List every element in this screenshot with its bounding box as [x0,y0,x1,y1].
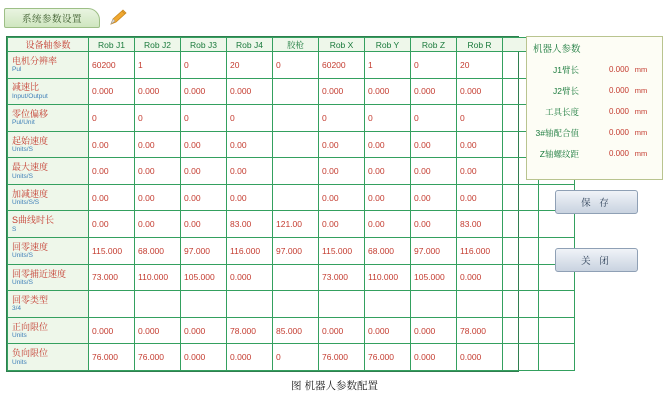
table-cell[interactable]: 105.000 [181,264,227,291]
table-cell[interactable]: 0.00 [411,184,457,211]
table-cell[interactable]: 0 [181,105,227,132]
robot-parameter-row [527,80,662,101]
table-cell[interactable] [503,211,539,238]
table-cell[interactable]: 0.00 [89,184,135,211]
table-cell[interactable]: 0 [411,52,457,79]
robot-parameter-label: J1臂长 [553,64,579,75]
save-button[interactable] [555,190,638,214]
table-cell[interactable]: 0 [181,52,227,79]
table-cell[interactable]: 97.000 [411,238,457,265]
row-header-unit: Units/S/S [12,199,40,207]
table-cell[interactable]: 0 [273,344,319,371]
row-header [8,131,89,158]
table-cell[interactable]: 0.00 [457,184,503,211]
column-header-3: Rob J3 [181,38,227,52]
row-header-label: 最大速度 [12,162,49,173]
table-cell[interactable]: 0.00 [181,184,227,211]
table-row [8,131,575,158]
table-cell[interactable]: 110.000 [365,264,411,291]
table-cell[interactable]: 0 [89,105,135,132]
row-header-label: 回零类型 [12,295,49,306]
table-cell[interactable]: 0.00 [319,184,365,211]
table-cell[interactable]: 0.000 [181,344,227,371]
table-cell[interactable]: 110.000 [135,264,181,291]
row-header [8,78,89,105]
row-header-unit: Units/S [12,252,33,260]
row-header [8,52,89,79]
table-cell[interactable]: 1 [135,52,181,79]
column-header-0: 设备轴参数 [8,38,89,52]
column-header-9: Rob R [457,38,503,52]
row-header-unit: Pul [12,66,22,74]
table-cell[interactable]: 68.000 [135,238,181,265]
table-cell[interactable]: 0.00 [319,158,365,185]
table-cell[interactable]: 97.000 [181,238,227,265]
table-cell[interactable]: 0.000 [457,344,503,371]
table-cell[interactable]: 0.000 [89,317,135,344]
table-cell[interactable]: 0.00 [319,211,365,238]
table-cell[interactable]: 68.000 [365,238,411,265]
table-cell[interactable] [273,131,319,158]
row-header-label: S曲线时长 [12,215,55,226]
table-cell[interactable]: 0.00 [319,131,365,158]
table-cell[interactable]: 85.000 [273,317,319,344]
pencil-icon [108,9,128,27]
table-cell[interactable] [503,291,539,318]
row-header-unit: S [12,225,17,233]
table-cell[interactable]: 0.000 [135,317,181,344]
table-cell[interactable]: 0 [319,105,365,132]
table-cell[interactable] [89,291,135,318]
robot-parameter-row [527,101,662,122]
table-cell[interactable]: 0 [273,52,319,79]
table-cell[interactable] [503,344,539,371]
table-row [8,105,575,132]
column-header-5: 胶枪 [273,38,319,52]
table-cell[interactable]: 0.00 [89,211,135,238]
table-row [8,211,575,238]
table-cell[interactable]: 97.000 [273,238,319,265]
table-cell[interactable]: 0.000 [319,317,365,344]
table-cell[interactable]: 0.000 [227,264,273,291]
table-cell[interactable] [539,291,575,318]
table-cell[interactable]: 0.00 [135,158,181,185]
table-cell[interactable]: 0 [365,105,411,132]
robot-parameter-value[interactable]: 0.000 [608,65,629,74]
table-cell[interactable]: 0.00 [227,131,273,158]
table-cell[interactable]: 0.000 [411,78,457,105]
table-cell[interactable]: 0.000 [89,78,135,105]
table-header-row [8,38,575,52]
robot-parameters-panel [526,36,663,180]
column-header-6: Rob X [319,38,365,52]
table-cell[interactable]: 0.00 [457,158,503,185]
table-row [8,238,575,265]
table-cell[interactable]: 0.00 [365,184,411,211]
table-cell[interactable]: 0.000 [365,78,411,105]
table-cell[interactable]: 78.000 [457,317,503,344]
table-cell[interactable]: 0.000 [411,344,457,371]
table-row [8,158,575,185]
robot-parameter-label: 3#轴配合值 [535,127,579,138]
table-cell[interactable] [273,158,319,185]
row-header [8,238,89,265]
table-cell[interactable]: 0.00 [89,158,135,185]
robot-parameter-row [527,143,662,164]
table-cell[interactable]: 0.000 [227,344,273,371]
table-cell[interactable] [457,291,503,318]
column-header-8: Rob Z [411,38,457,52]
table-cell[interactable] [273,105,319,132]
table-cell[interactable]: 0.00 [135,131,181,158]
table-cell[interactable]: 60200 [89,52,135,79]
table-cell[interactable] [503,184,539,211]
table-cell[interactable]: 0.00 [411,211,457,238]
table-cell[interactable]: 0.000 [365,317,411,344]
table-cell[interactable] [539,344,575,371]
table-cell[interactable] [135,291,181,318]
robot-parameter-label: Z轴螺纹距 [539,148,579,159]
robot-parameter-value[interactable]: 0.000 [608,107,629,116]
table-cell[interactable] [503,317,539,344]
row-header-label: 起始速度 [12,135,49,146]
axis-parameter-table[interactable] [6,36,519,372]
table-cell[interactable]: 76.000 [365,344,411,371]
row-header-unit: Units/S [12,278,33,286]
row-header [8,211,89,238]
table-cell[interactable]: 76.000 [319,344,365,371]
row-header-unit: 3/4 [12,305,22,313]
table-cell[interactable]: 73.000 [319,264,365,291]
table-row [8,78,575,105]
table-cell[interactable]: 0.00 [227,158,273,185]
robot-parameter-label: J2臂长 [553,85,579,96]
table-cell[interactable] [273,264,319,291]
table-row [8,184,575,211]
robot-parameter-unit: mm [634,128,648,137]
close-button[interactable] [555,248,638,272]
table-cell[interactable]: 83.00 [227,211,273,238]
table-cell[interactable]: 20 [457,52,503,79]
robot-parameter-label: 工具长度 [544,106,579,117]
table-cell[interactable]: 0.00 [457,131,503,158]
robot-parameter-value[interactable]: 0.000 [608,86,629,95]
table-cell[interactable]: 116.000 [457,238,503,265]
table-cell[interactable]: 0.000 [457,78,503,105]
row-header [8,184,89,211]
table-cell[interactable]: 78.000 [227,317,273,344]
table-cell[interactable]: 76.000 [135,344,181,371]
table-cell[interactable]: 0.00 [411,158,457,185]
row-header-unit: Units/S [12,145,33,153]
table-cell[interactable]: 0.00 [135,184,181,211]
row-header [8,264,89,291]
row-header-label: 回零速度 [12,241,49,252]
table-row [8,291,575,318]
table-cell[interactable] [503,264,539,291]
tab-system-parameter-settings[interactable] [4,8,100,28]
table-cell[interactable]: 0 [457,105,503,132]
table-row [8,264,575,291]
robot-parameter-row [527,122,662,143]
table-cell[interactable] [273,184,319,211]
window-title-bar [4,8,144,30]
table-cell[interactable]: 0.00 [365,131,411,158]
table-cell[interactable] [273,291,319,318]
table-cell[interactable]: 115.000 [319,238,365,265]
table-cell[interactable]: 0.00 [89,131,135,158]
row-header [8,291,89,318]
column-header-1: Rob J1 [89,38,135,52]
table-cell[interactable] [227,291,273,318]
row-header-unit: Units [12,332,27,339]
column-header-7: Rob Y [365,38,411,52]
table-cell[interactable]: 0.000 [181,317,227,344]
table-cell[interactable] [411,291,457,318]
row-header-unit: Input/Output [12,92,48,100]
row-header-label: 电机分辨率 [12,55,58,66]
row-header [8,317,89,344]
table-cell[interactable]: 0.00 [181,158,227,185]
table-row [8,52,575,79]
row-header-unit: Units/S [12,172,33,180]
row-header [8,344,89,371]
row-header [8,158,89,185]
tab-label: 系统参数设置 [21,14,82,25]
row-header-label: 零位偏移 [12,109,49,120]
robot-parameter-unit: mm [634,86,648,95]
row-header-label: 正向限位 [12,321,49,332]
save-button-label: 保 存 [581,198,612,209]
table-cell[interactable]: 121.00 [273,211,319,238]
row-header-label: 减速比 [12,82,40,93]
row-header-label: 负向限位 [12,348,49,359]
table-cell[interactable]: 0.00 [181,131,227,158]
table-row [8,317,575,344]
table-cell[interactable]: 0.00 [227,184,273,211]
table-cell[interactable] [319,291,365,318]
table-cell[interactable]: 0.000 [411,317,457,344]
table-cell[interactable]: 1 [365,52,411,79]
robot-parameter-value[interactable]: 0.000 [608,128,629,137]
column-header-4: Rob J4 [227,38,273,52]
robot-parameter-row [527,59,662,80]
table-cell[interactable]: 0 [411,105,457,132]
table-row [8,344,575,371]
table-cell[interactable]: 0.000 [227,78,273,105]
row-header-unit: Units [12,358,27,366]
table-cell[interactable]: 115.000 [89,238,135,265]
table-cell[interactable]: 73.000 [89,264,135,291]
table-cell[interactable]: 0.00 [365,158,411,185]
table-cell[interactable]: 76.000 [89,344,135,371]
table-cell[interactable]: 105.000 [411,264,457,291]
table-cell[interactable]: 83.00 [457,211,503,238]
row-header-label: 加减速度 [12,188,49,199]
table-cell[interactable]: 0.000 [181,78,227,105]
row-header-unit: Pul/Unit [12,119,35,127]
table-cell[interactable] [181,291,227,318]
table-cell[interactable] [365,291,411,318]
table-cell[interactable]: 0.00 [181,211,227,238]
table-cell[interactable]: 0.00 [411,131,457,158]
robot-parameter-value[interactable]: 0.000 [608,149,629,158]
table-cell[interactable]: 0.00 [135,211,181,238]
column-header-2: Rob J2 [135,38,181,52]
table-cell[interactable]: 116.000 [227,238,273,265]
table-cell[interactable]: 0 [135,105,181,132]
table-cell[interactable]: 0.000 [135,78,181,105]
robot-parameters-title: 机器人参数 [533,44,581,55]
table-cell[interactable]: 60200 [319,52,365,79]
row-header-label: 回零捕近速度 [12,268,67,279]
table-cell[interactable]: 0.00 [365,211,411,238]
table-cell[interactable] [539,317,575,344]
row-header [8,105,89,132]
table-cell[interactable] [503,238,539,265]
robot-parameter-unit: mm [634,107,648,116]
robot-parameter-unit: mm [634,149,648,158]
table-cell[interactable]: 20 [227,52,273,79]
table-cell[interactable]: 0 [227,105,273,132]
table-cell[interactable] [539,211,575,238]
robot-parameter-unit: mm [634,65,648,74]
table-cell[interactable] [273,78,319,105]
close-button-label: 关 闭 [581,256,612,267]
table-cell[interactable]: 0.000 [457,264,503,291]
table-cell[interactable]: 0.000 [319,78,365,105]
figure-caption: 图 机器人参数配置 [291,380,378,392]
